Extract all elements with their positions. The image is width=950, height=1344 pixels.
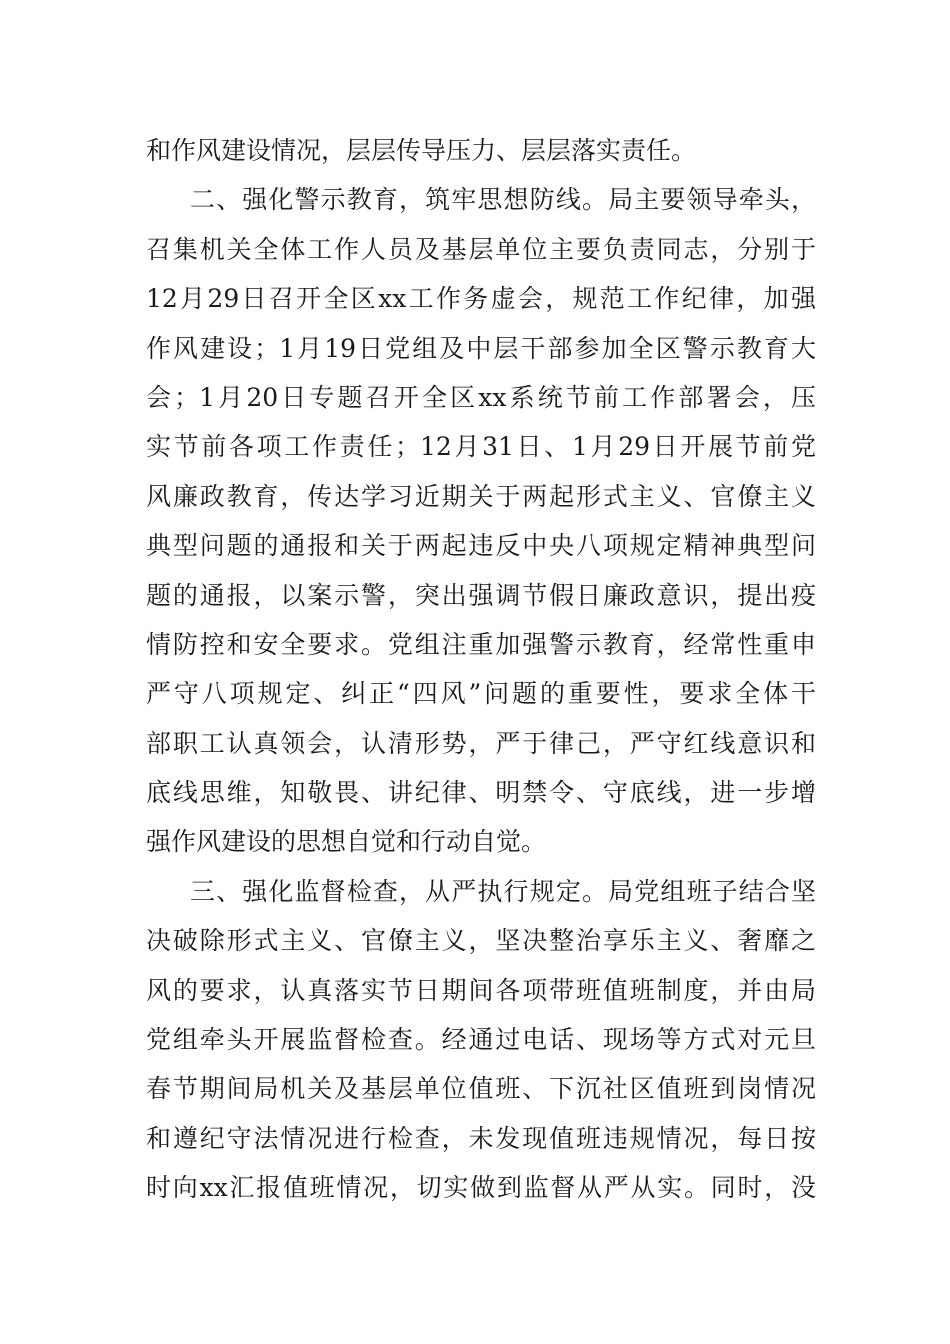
paragraph-heading-line: 三、强化监督检查，从严执行规定。局党组班子结合坚 [190, 876, 816, 906]
text-line: 会；1月20日专题召开全区xx系统节前工作部署会，压 [146, 382, 816, 412]
text-line: 召集机关全体工作人员及基层单位主要负责同志，分别于 [146, 234, 816, 264]
text-line: 题的通报，以案示警，突出强调节假日廉政意识，提出疫 [146, 580, 816, 610]
text-line: 情防控和安全要求。党组注重加强警示教育，经常性重申 [146, 629, 816, 659]
text-line: 作风建设；1月19日党组及中层干部参加全区警示教育大 [146, 333, 816, 363]
text-line: 12月29日召开全区xx工作务虚会，规范工作纪律，加强 [146, 284, 816, 314]
text-line: 强作风建设的思想自觉和行动自觉。 [146, 827, 547, 857]
text-line: 部职工认真领会，认清形势，严于律己，严守红线意识和 [146, 728, 816, 758]
text-line: 春节期间局机关及基层单位值班、下沉社区值班到岗情况 [146, 1074, 816, 1104]
text-line: 实节前各项工作责任；12月31日、1月29日开展节前党 [146, 432, 816, 462]
text-line: 典型问题的通报和关于两起违反中央八项规定精神典型问 [146, 531, 816, 561]
text-line: 和遵纪守法情况进行检查，未发现值班违规情况，每日按 [146, 1123, 816, 1153]
text-line: 严守八项规定、纠正“四风”问题的重要性，要求全体干 [146, 679, 816, 709]
text-line: 决破除形式主义、官僚主义，坚决整治享乐主义、奢靡之 [146, 926, 816, 956]
text-line: 底线思维，知敬畏、讲纪律、明禁令、守底线，进一步增 [146, 778, 816, 808]
paragraph-heading-line: 二、强化警示教育，筑牢思想防线。局主要领导牵头， [190, 185, 816, 215]
text-line: 风的要求，认真落实节日期间各项带班值班制度，并由局 [146, 975, 816, 1005]
text-line: 党组牵头开展监督检查。经通过电话、现场等方式对元旦 [146, 1025, 816, 1055]
text-line: 风廉政教育，传达学习近期关于两起形式主义、官僚主义 [146, 481, 816, 511]
text-line: 时向xx汇报值班情况，切实做到监督从严从实。同时，没 [146, 1173, 816, 1203]
text-line: 和作风建设情况，层层传导压力、层层落实责任。 [146, 136, 697, 165]
body-text [146, 126, 816, 1213]
